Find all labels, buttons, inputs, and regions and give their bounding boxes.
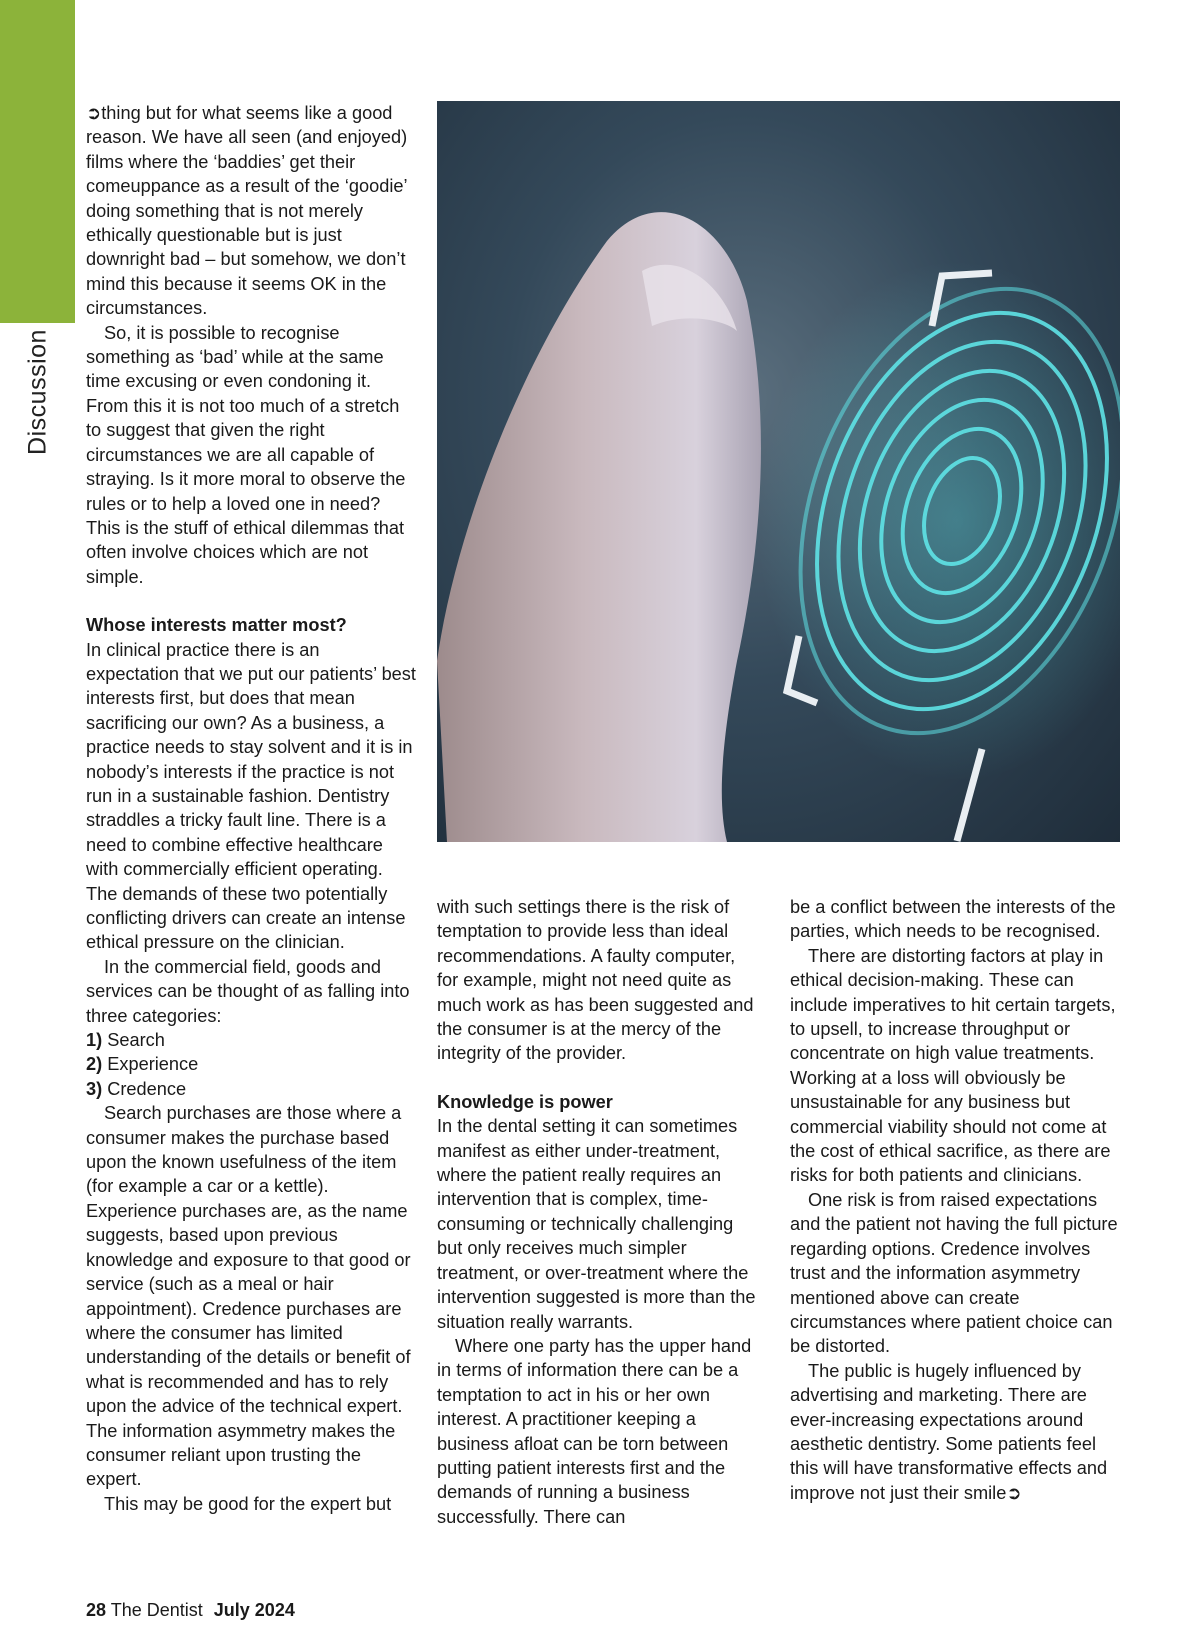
paragraph: Where one party has the upper hand in terms of information there can be a temptation to act in his or her own interest. A practitioner keeping a business afloat can be torn between putting patient interests first and the demands of running a business successfully. There can — [437, 1335, 752, 1527]
paragraph: with such settings there is the risk of temptation to provide less than ideal recommendations. A faulty computer, for example, might not need quite as much work as has been suggested and the consumer is at the mercy of the integrity of the provider. — [437, 897, 754, 1064]
list-number: 3) — [86, 1078, 103, 1099]
subheading: Whose interests matter most? — [86, 615, 347, 636]
continue-from-arrow-icon: ➲ — [86, 103, 102, 123]
paragraph: In the commercial field, goods and services can be thought of as falling into three categories: — [86, 956, 410, 1026]
list-text: Experience — [107, 1054, 199, 1075]
list-number: 1) — [86, 1030, 103, 1051]
list-item — [86, 1052, 416, 1076]
list-item — [86, 1028, 416, 1052]
article-column-3 — [790, 895, 1120, 1505]
article-column-1 — [86, 101, 416, 1516]
fingerprint-photo — [437, 101, 1120, 842]
paragraph: be a conflict between the interests of the parties, which needs to be recognised. — [790, 897, 1116, 942]
section-label: Discussion — [23, 329, 52, 455]
fingerprint-illustration — [437, 101, 1120, 842]
paragraph: In the dental setting it can sometimes manifest as either under-treatment, where the patient really requires an intervention that is complex, time-consuming or technically challenging but only receives much simpler treatment, or over-treatment where the intervention suggested is more than the situation really warrants. — [437, 1116, 756, 1332]
list-item — [86, 1077, 416, 1101]
paragraph: In clinical practice there is an expectation that we put our patients’ best interests first, but does that mean sacrificing our own? As a business, a practice needs to stay solvent and it is in nobody’s interests if the practice is not run in a sustainable fashion. Dentistry straddles a tricky fault line. There is a need to combine effective healthcare with commercially efficient operating. The demands of these two potentially conflicting drivers can create an intense ethical pressure on the clinician. — [86, 639, 416, 953]
list-text: Search — [107, 1030, 165, 1051]
continue-to-arrow-icon: ➲ — [1006, 1482, 1022, 1503]
subheading: Knowledge is power — [437, 1091, 613, 1112]
paragraph: One risk is from raised expectations and the patient not having the full picture regarding options. Credence involves trust and the information asymmetry mentioned above can create circumstances where patient choice can be distorted. — [790, 1189, 1118, 1357]
paragraph-text: The public is hugely influenced by advertising and marketing. There are ever-increasing expectations around aesthetic dentistry. Some patients feel this will have transformative effects and improve not just their smile — [790, 1360, 1108, 1503]
paragraph: So, it is possible to recognise something as ‘bad’ while at the same time excusing or even condoning it. From this it is not too much of a stretch to suggest that given the right circumstances we are all capable of straying. Is it more moral to observe the rules or to help a loved one in need? This is the stuff of ethical dilemmas that often involve choices which are not simple. — [86, 322, 406, 587]
paragraph — [86, 101, 416, 321]
paragraph-text: thing but for what seems like a good reason. We have all seen (and enjoyed) films where the ‘baddies’ get their comeuppance as a result of the ‘goodie’ doing something that is not merely ethically questionable but is just downright bad – but somehow, we don’t mind this because it seems OK in the circumstances. — [86, 103, 408, 319]
article-column-2 — [437, 895, 757, 1529]
section-accent-bar — [0, 0, 75, 323]
list-number: 2) — [86, 1054, 103, 1075]
list-text: Credence — [107, 1078, 187, 1099]
issue-date: July 2024 — [213, 1600, 295, 1620]
publication-name: The Dentist — [110, 1600, 203, 1620]
paragraph: Search purchases are those where a consumer makes the purchase based upon the known usefulness of the item (for example a car or a kettle). Experience purchases are, as the name suggests, based upon previous knowledge and exposure to that good or service (such as a meal or hair appointment). Credence purchases are where the consumer has limited understanding of the details or benefit of what is recommended and has to rely upon the advice of the technical expert. The information asymmetry makes the consumer reliant upon trusting the expert. — [86, 1103, 411, 1490]
paragraph — [790, 1359, 1120, 1505]
page-footer — [86, 1600, 295, 1621]
paragraph: This may be good for the expert but — [104, 1493, 392, 1514]
paragraph: There are distorting factors at play in ethical decision-making. These can include imperatives to hit certain targets, to upsell, to increase throughput or concentrate on high value treatments. Working at a loss will obviously be unsustainable for any business but commercial viability should not come at the cost of ethical sacrifice, as there are risks for both patients and clinicians. — [790, 945, 1116, 1186]
page-number: 28 — [86, 1600, 107, 1620]
